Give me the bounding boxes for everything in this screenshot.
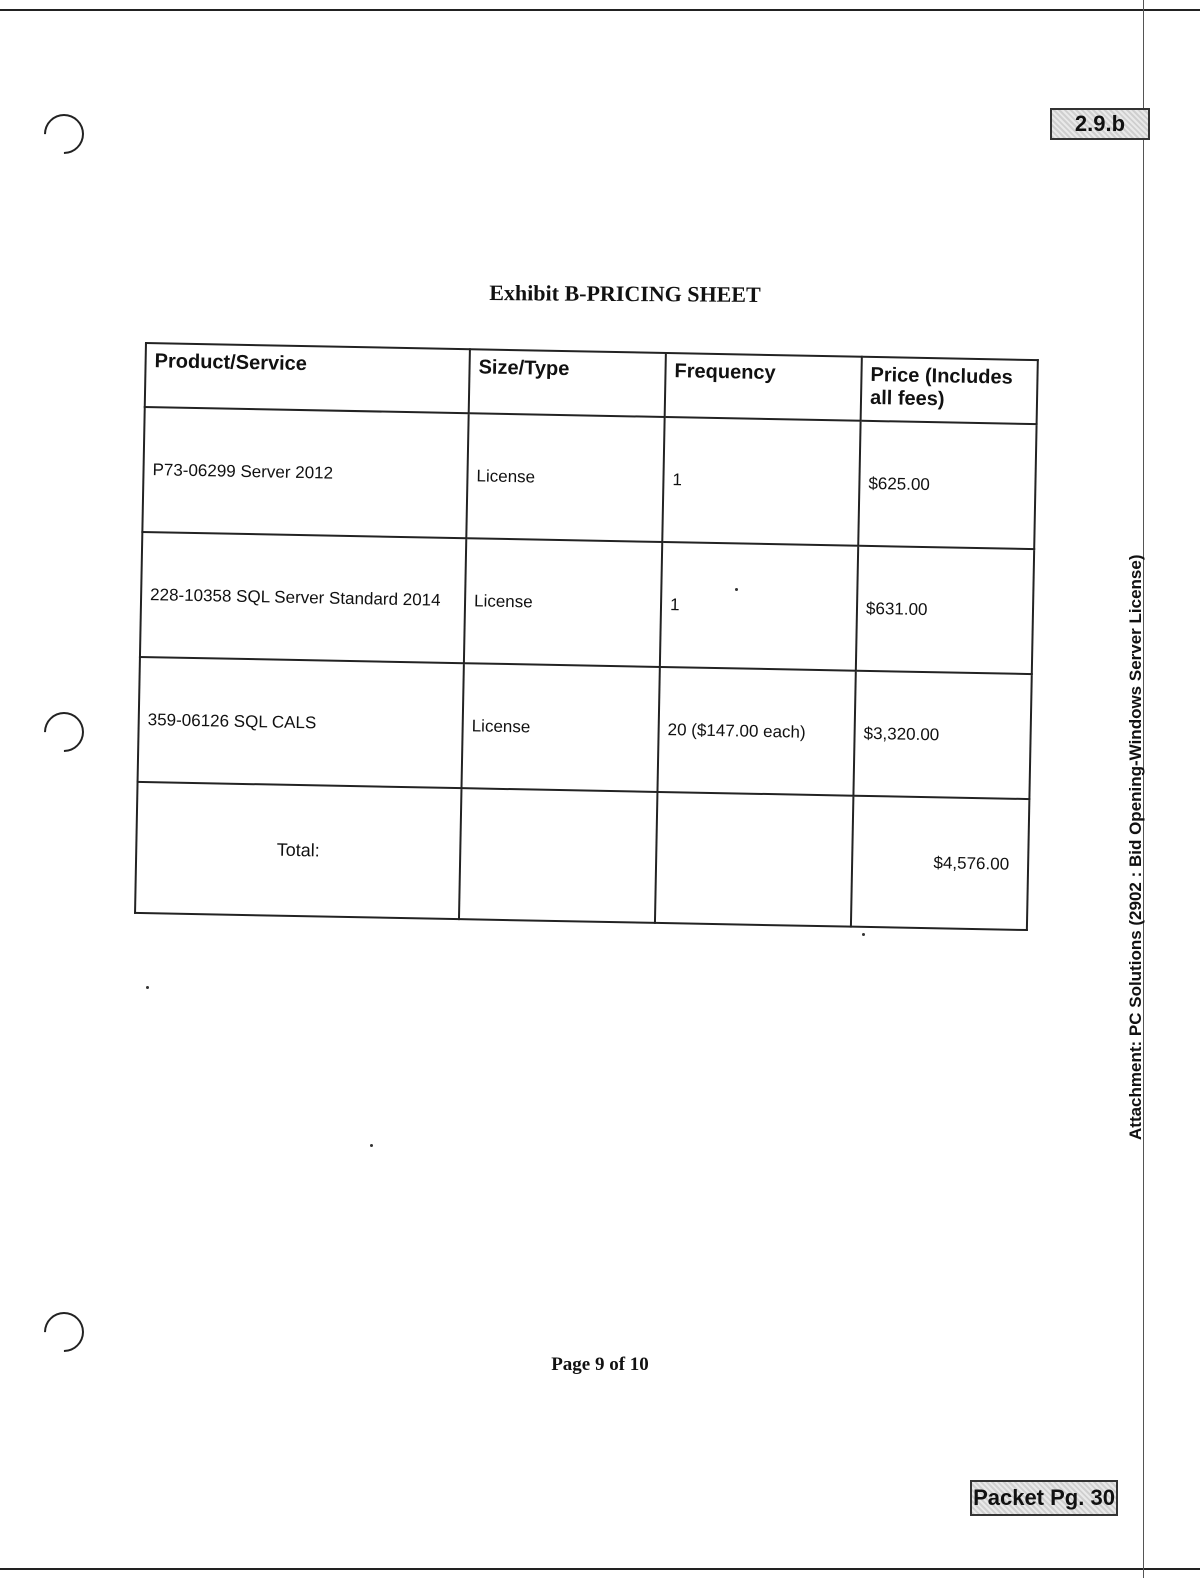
cell-size: License bbox=[461, 663, 659, 792]
total-size-cell bbox=[459, 788, 657, 923]
packet-page-stamp: Packet Pg. 30 bbox=[970, 1480, 1118, 1516]
total-frequency-cell bbox=[655, 792, 853, 927]
punch-hole-bottom bbox=[36, 1304, 93, 1361]
page-title: Exhibit B-PRICING SHEET bbox=[489, 280, 761, 307]
scan-speck bbox=[370, 1144, 373, 1147]
cell-price: $625.00 bbox=[858, 421, 1036, 549]
table-row bbox=[138, 657, 1032, 799]
header-price: Price (Includes all fees) bbox=[861, 357, 1038, 424]
table-row bbox=[140, 532, 1034, 674]
table-total-row bbox=[135, 782, 1029, 930]
table-row bbox=[142, 407, 1036, 549]
bottom-scan-rule bbox=[0, 1568, 1200, 1570]
cell-frequency: 1 bbox=[660, 542, 858, 671]
total-label: Total: bbox=[135, 782, 461, 919]
header-product: Product/Service bbox=[145, 343, 470, 413]
total-price: $4,576.00 bbox=[851, 796, 1029, 930]
scan-speck bbox=[735, 588, 738, 591]
cell-product: 359-06126 SQL CALS bbox=[138, 657, 464, 788]
header-frequency: Frequency bbox=[665, 353, 862, 421]
cell-frequency: 20 ($147.00 each) bbox=[657, 667, 855, 796]
cell-price: $631.00 bbox=[856, 546, 1034, 674]
scan-speck bbox=[146, 986, 149, 989]
punch-hole-top bbox=[36, 106, 93, 163]
cell-product: 228-10358 SQL Server Standard 2014 bbox=[140, 532, 466, 663]
cell-size: License bbox=[466, 413, 664, 542]
pricing-table bbox=[134, 342, 1039, 931]
item-code-stamp: 2.9.b bbox=[1050, 108, 1150, 140]
page-number: Page 9 of 10 bbox=[551, 1354, 649, 1375]
pricing-table-container bbox=[134, 342, 1037, 931]
cell-product: P73-06299 Server 2012 bbox=[142, 407, 468, 538]
cell-price: $3,320.00 bbox=[853, 671, 1031, 799]
top-scan-rule bbox=[0, 9, 1200, 11]
cell-size: License bbox=[464, 538, 662, 667]
header-size: Size/Type bbox=[469, 349, 666, 417]
cell-frequency: 1 bbox=[662, 417, 860, 546]
scan-speck bbox=[862, 933, 865, 936]
attachment-side-label: Attachment: PC Solutions (2902 : Bid Opening-Windows Server License) bbox=[1126, 554, 1145, 1140]
punch-hole-middle bbox=[36, 704, 93, 761]
